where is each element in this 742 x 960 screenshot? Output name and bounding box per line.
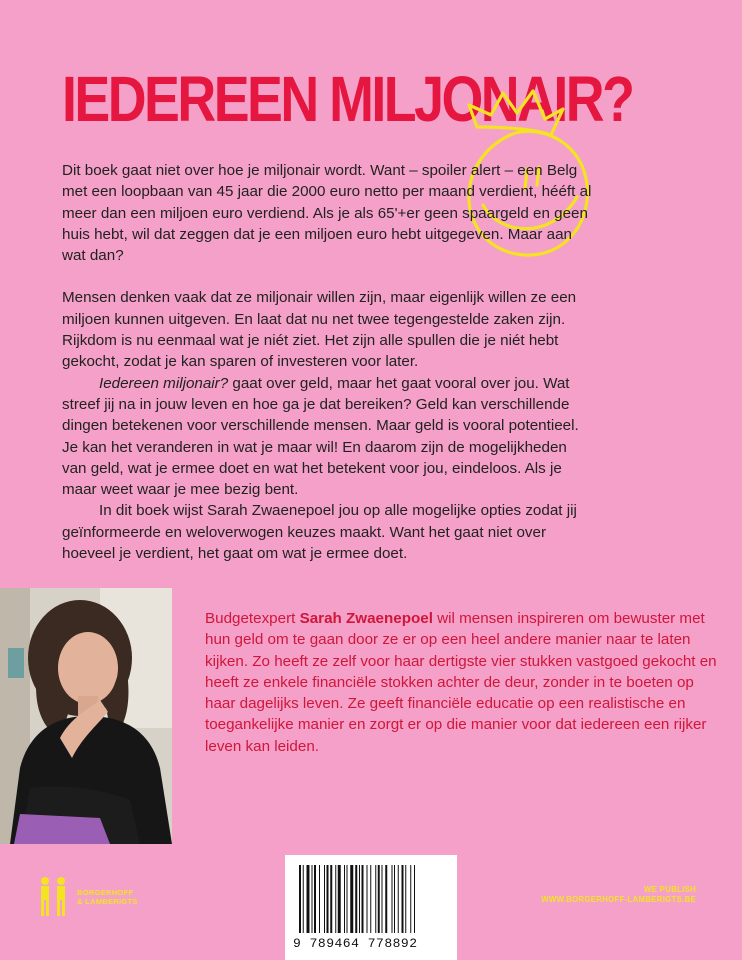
publisher-website[interactable]: WWW.BORGERHOFF-LAMBERIGTS.BE (541, 895, 696, 904)
author-bio-paragraph (205, 608, 725, 757)
barcode-icon (295, 865, 447, 935)
author-name: Sarah Zwaenepoel (299, 610, 433, 627)
blurb-paragraph-1: Dit boek gaat niet over hoe je miljonair wordt. Want – spoiler alert – een Belg met een loopbaan van 45 jaar die 2000 euro netto per maand verdient, hééft al meer dan een miljoen euro verdiend. Als je als 65'+er geen spaargeld en geen huis hebt, wil dat zeggen dat je een miljoen euro hebt uitgegeven. Maar aan wat dan? (62, 162, 592, 265)
book-title: IEDEREEN MILJONAIR? (62, 63, 633, 135)
author-photo (0, 588, 172, 844)
blurb-paragraph-3 (62, 373, 594, 501)
blurb-paragraph-3-rest: gaat over geld, maar het gaat vooral over jou. Wat streef jij na in jouw leven en hoe ga je dat bereiken? Geld kan verschillende dingen betekenen voor verschillende mensen. Maar geld is vooral potentieel. Je kan het veranderen in wat je maar wil! En daarom zijn de mogelijkheden van geld, wat je ermee doet en wat het betekent voor jou, eindeloos. Als je maar weet waar je mee bezig bent. (62, 374, 579, 499)
bio-rest: wil mensen inspireren om bewuster met hun geld om te gaan door ze er op een heel andere manier naar te laten kijken. Zo heeft ze zelf voor haar dertigste vier stukken vastgoed gekocht en heeft ze enkele financiële stokken achter de deur, zonder in te boeten op haar dagelijks leven. Ze geeft financiële educatie op een realistische en toegankelijke manier en zorgt er op die manier voor dat iedereen een rijker leven kan leiden. (205, 610, 717, 755)
blurb-paragraph-4: In dit boek wijst Sarah Zwaenepoel jou op alle mogelijke opties zodat jij geïnformeerde en weloverwogen keuzes maakt. Want het gaat niet over hoeveel je verdient, het gaat om wat je ermee doet. (62, 502, 577, 563)
blurb-paragraph-2: Mensen denken vaak dat ze miljonair willen zijn, maar eigenlijk willen ze een miljoen kunnen uitgeven. En laat dat nu net twee tegengestelde zaken zijn. Rijkdom is nu eenmaal wat je niét ziet. Het zijn alle spullen die je niét hebt gekocht, zodat je kan sparen of investeren voor later. (62, 289, 577, 371)
book-title-italic: Iedereen miljonair? (99, 374, 229, 392)
publisher-logo-icon (35, 876, 71, 918)
isbn-barcode (285, 855, 457, 960)
bio-prefix: Budgetexpert (205, 610, 300, 627)
publisher-name (77, 888, 138, 906)
isbn-number: 9 789464 778892 (293, 936, 418, 951)
author-bio (205, 608, 725, 757)
we-publish-label: WE PUBLISH (644, 885, 696, 894)
publisher-brand (35, 876, 138, 918)
publisher-name-line1: BORGERHOFF (77, 888, 134, 897)
blurb-text (62, 160, 594, 564)
publisher-name-line2: & LAMBERIGTS (77, 897, 138, 906)
publisher-website-block (541, 885, 696, 905)
